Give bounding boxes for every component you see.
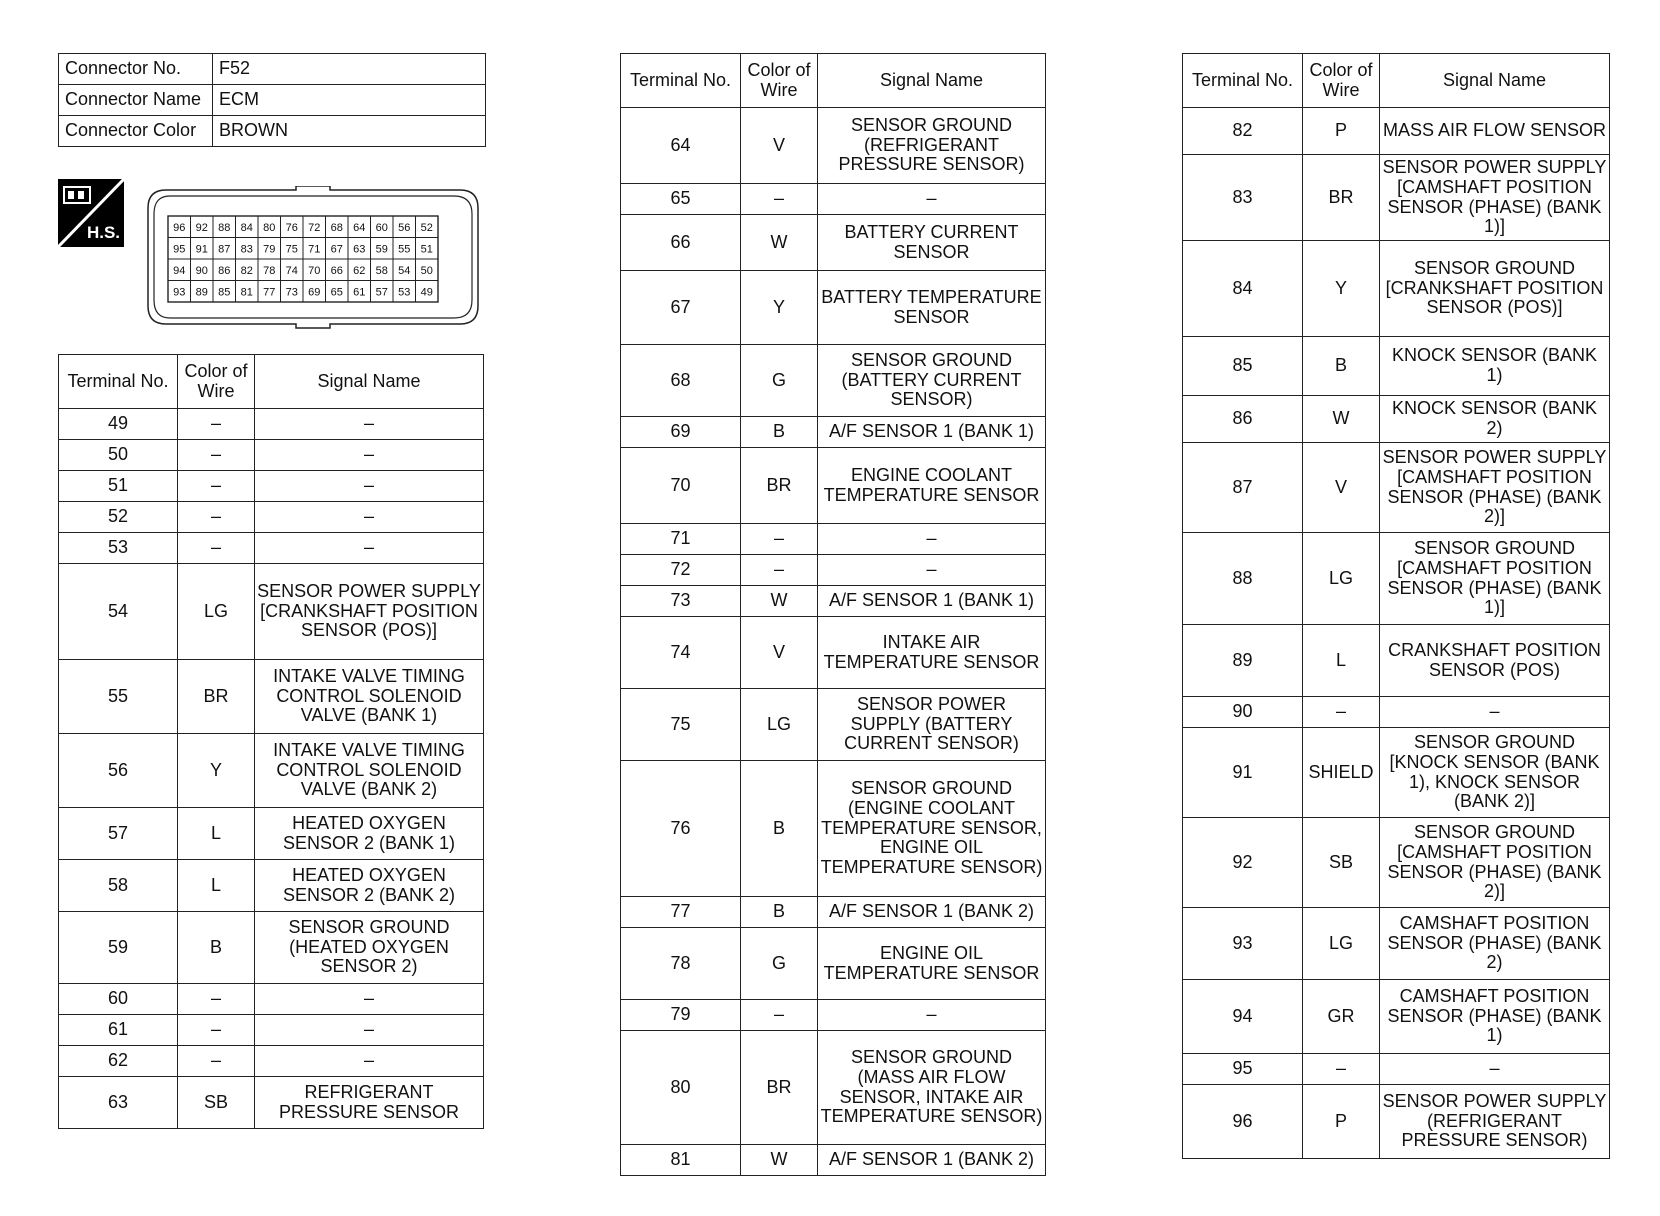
signal-name: KNOCK SENSOR (BANK 2) bbox=[1380, 396, 1610, 443]
terminal-no: 61 bbox=[59, 1015, 178, 1046]
pin-number: 49 bbox=[420, 286, 433, 299]
signal-name: CAMSHAFT POSITION SENSOR (PHASE) (BANK 2) bbox=[1380, 908, 1610, 980]
terminal-row bbox=[621, 689, 1046, 761]
pin-number: 96 bbox=[173, 221, 186, 234]
pin-number: 94 bbox=[173, 264, 186, 277]
wire-color: L bbox=[178, 808, 255, 860]
wire-color: SHIELD bbox=[1303, 728, 1380, 818]
wire-color: B bbox=[741, 897, 818, 928]
signal-name: BATTERY TEMPERATURE SENSOR bbox=[818, 271, 1046, 345]
terminal-table-2 bbox=[620, 53, 1046, 1176]
connector-info-label: Connector Color bbox=[59, 116, 213, 147]
terminal-row bbox=[1183, 908, 1610, 980]
connector-info-value: F52 bbox=[213, 54, 486, 85]
terminal-no: 76 bbox=[621, 761, 741, 897]
connector-info-row bbox=[59, 54, 486, 85]
signal-name: – bbox=[255, 440, 484, 471]
terminal-row bbox=[1183, 443, 1610, 533]
terminal-row bbox=[59, 440, 484, 471]
terminal-row bbox=[1183, 1085, 1610, 1159]
terminal-row bbox=[59, 808, 484, 860]
connector-info-row bbox=[59, 85, 486, 116]
pin-number: 75 bbox=[285, 243, 298, 256]
signal-name: MASS AIR FLOW SENSOR bbox=[1380, 108, 1610, 155]
terminal-row bbox=[1183, 155, 1610, 241]
wire-color: BR bbox=[1303, 155, 1380, 241]
wire-color: L bbox=[1303, 625, 1380, 697]
terminal-no: 93 bbox=[1183, 908, 1303, 980]
terminal-row bbox=[621, 215, 1046, 271]
terminal-row bbox=[1183, 625, 1610, 697]
terminal-no: 75 bbox=[621, 689, 741, 761]
connector-info-label: Connector No. bbox=[59, 54, 213, 85]
pin-number: 59 bbox=[375, 243, 388, 256]
signal-name: SENSOR GROUND (MASS AIR FLOW SENSOR, INTAKE AIR TEMPERATURE SENSOR) bbox=[818, 1031, 1046, 1145]
terminal-no: 57 bbox=[59, 808, 178, 860]
terminal-row bbox=[621, 1145, 1046, 1176]
signal-name: REFRIGERANT PRESSURE SENSOR bbox=[255, 1077, 484, 1129]
wire-color: LG bbox=[1303, 533, 1380, 625]
pin-number: 74 bbox=[285, 264, 298, 277]
terminal-row bbox=[59, 564, 484, 660]
pin-number: 53 bbox=[398, 286, 411, 299]
wire-color: P bbox=[1303, 108, 1380, 155]
signal-name: SENSOR GROUND [CAMSHAFT POSITION SENSOR (PHASE) (BANK 1)] bbox=[1380, 533, 1610, 625]
pin-number: 69 bbox=[308, 286, 321, 299]
terminal-no: 92 bbox=[1183, 818, 1303, 908]
signal-name: SENSOR POWER SUPPLY [CAMSHAFT POSITION SENSOR (PHASE) (BANK 1)] bbox=[1380, 155, 1610, 241]
terminal-row bbox=[621, 1031, 1046, 1145]
terminal-row bbox=[59, 533, 484, 564]
terminal-no: 63 bbox=[59, 1077, 178, 1129]
terminal-table-3 bbox=[1182, 53, 1610, 1159]
hs-label: H.S. bbox=[86, 223, 120, 242]
terminal-row bbox=[621, 1000, 1046, 1031]
pin-number: 88 bbox=[218, 221, 231, 234]
wire-color: P bbox=[1303, 1085, 1380, 1159]
connector-info-table bbox=[58, 53, 486, 147]
terminal-row bbox=[59, 660, 484, 734]
terminal-no: 52 bbox=[59, 502, 178, 533]
connector-info-row bbox=[59, 116, 486, 147]
terminal-row bbox=[621, 345, 1046, 417]
terminal-no: 50 bbox=[59, 440, 178, 471]
wire-color: B bbox=[741, 761, 818, 897]
wire-color-header: Color of Wire bbox=[1303, 54, 1380, 108]
wire-color: B bbox=[741, 417, 818, 448]
terminal-no: 80 bbox=[621, 1031, 741, 1145]
pin-number: 70 bbox=[308, 264, 321, 277]
wire-color: BR bbox=[741, 448, 818, 524]
terminal-no: 64 bbox=[621, 108, 741, 184]
terminal-row bbox=[621, 617, 1046, 689]
wire-color: – bbox=[178, 1046, 255, 1077]
terminal-row bbox=[621, 108, 1046, 184]
pin-number: 87 bbox=[218, 243, 231, 256]
terminal-no: 65 bbox=[621, 184, 741, 215]
terminal-no: 79 bbox=[621, 1000, 741, 1031]
pin-number: 81 bbox=[240, 286, 253, 299]
connector-inner-outline bbox=[154, 196, 472, 318]
signal-name: A/F SENSOR 1 (BANK 1) bbox=[818, 586, 1046, 617]
pin-number: 73 bbox=[285, 286, 298, 299]
pin-number: 61 bbox=[353, 286, 366, 299]
terminal-row bbox=[1183, 108, 1610, 155]
wire-color: – bbox=[178, 409, 255, 440]
terminal-row bbox=[59, 860, 484, 912]
wire-color: W bbox=[741, 1145, 818, 1176]
terminal-row bbox=[1183, 818, 1610, 908]
signal-name: A/F SENSOR 1 (BANK 2) bbox=[818, 1145, 1046, 1176]
terminal-no: 69 bbox=[621, 417, 741, 448]
terminal-no: 71 bbox=[621, 524, 741, 555]
pin-number: 55 bbox=[398, 243, 411, 256]
harness-side-icon bbox=[58, 179, 124, 247]
terminal-row bbox=[1183, 396, 1610, 443]
terminal-no: 84 bbox=[1183, 241, 1303, 337]
pin-number: 80 bbox=[263, 221, 276, 234]
wire-color: LG bbox=[178, 564, 255, 660]
signal-name: HEATED OXYGEN SENSOR 2 (BANK 1) bbox=[255, 808, 484, 860]
signal-name: – bbox=[1380, 697, 1610, 728]
terminal-row bbox=[59, 502, 484, 533]
wire-color: GR bbox=[1303, 980, 1380, 1054]
terminal-row bbox=[621, 448, 1046, 524]
wire-color: – bbox=[178, 471, 255, 502]
terminal-no-header: Terminal No. bbox=[59, 355, 178, 409]
signal-name: SENSOR GROUND (REFRIGERANT PRESSURE SENSOR) bbox=[818, 108, 1046, 184]
terminal-no: 91 bbox=[1183, 728, 1303, 818]
signal-name: – bbox=[255, 984, 484, 1015]
wire-color: V bbox=[1303, 443, 1380, 533]
wire-color: W bbox=[741, 586, 818, 617]
terminal-row bbox=[59, 409, 484, 440]
pin-number: 56 bbox=[398, 221, 411, 234]
signal-name: SENSOR GROUND (BATTERY CURRENT SENSOR) bbox=[818, 345, 1046, 417]
pin-number: 90 bbox=[195, 264, 208, 277]
wire-color: Y bbox=[741, 271, 818, 345]
signal-name: – bbox=[818, 184, 1046, 215]
wire-color: LG bbox=[741, 689, 818, 761]
signal-name: – bbox=[818, 1000, 1046, 1031]
terminal-no: 55 bbox=[59, 660, 178, 734]
terminal-no: 67 bbox=[621, 271, 741, 345]
wire-color: Y bbox=[1303, 241, 1380, 337]
terminal-row bbox=[621, 184, 1046, 215]
terminal-row bbox=[621, 271, 1046, 345]
terminal-no-header: Terminal No. bbox=[621, 54, 741, 108]
pin-number: 63 bbox=[353, 243, 366, 256]
terminal-no: 54 bbox=[59, 564, 178, 660]
terminal-no: 87 bbox=[1183, 443, 1303, 533]
signal-name: CRANKSHAFT POSITION SENSOR (POS) bbox=[1380, 625, 1610, 697]
connector-info-value: BROWN bbox=[213, 116, 486, 147]
signal-name: SENSOR GROUND [KNOCK SENSOR (BANK 1), KNOCK SENSOR (BANK 2)] bbox=[1380, 728, 1610, 818]
wire-color: – bbox=[741, 1000, 818, 1031]
wire-color: W bbox=[1303, 396, 1380, 443]
terminal-no: 53 bbox=[59, 533, 178, 564]
terminal-no: 94 bbox=[1183, 980, 1303, 1054]
terminal-row bbox=[621, 417, 1046, 448]
terminal-row bbox=[621, 555, 1046, 586]
wire-color: V bbox=[741, 617, 818, 689]
pin-number: 54 bbox=[398, 264, 411, 277]
wire-color-header: Color of Wire bbox=[741, 54, 818, 108]
terminal-no: 90 bbox=[1183, 697, 1303, 728]
signal-name: CAMSHAFT POSITION SENSOR (PHASE) (BANK 1) bbox=[1380, 980, 1610, 1054]
signal-name: – bbox=[255, 533, 484, 564]
signal-name: SENSOR GROUND (ENGINE COOLANT TEMPERATURE SENSOR, ENGINE OIL TEMPERATURE SENSOR) bbox=[818, 761, 1046, 897]
signal-name-header: Signal Name bbox=[255, 355, 484, 409]
terminal-no: 88 bbox=[1183, 533, 1303, 625]
terminal-no: 83 bbox=[1183, 155, 1303, 241]
signal-name: – bbox=[1380, 1054, 1610, 1085]
terminal-table-1 bbox=[58, 354, 484, 1129]
terminal-row bbox=[1183, 697, 1610, 728]
terminal-no: 73 bbox=[621, 586, 741, 617]
pin-number: 91 bbox=[195, 243, 208, 256]
terminal-no: 51 bbox=[59, 471, 178, 502]
terminal-no: 72 bbox=[621, 555, 741, 586]
wire-color: B bbox=[178, 912, 255, 984]
wire-color: – bbox=[1303, 1054, 1380, 1085]
wire-color: – bbox=[178, 502, 255, 533]
signal-name: SENSOR POWER SUPPLY [CRANKSHAFT POSITION SENSOR (POS)] bbox=[255, 564, 484, 660]
wire-color: BR bbox=[178, 660, 255, 734]
terminal-no: 62 bbox=[59, 1046, 178, 1077]
signal-name: ENGINE COOLANT TEMPERATURE SENSOR bbox=[818, 448, 1046, 524]
pin-number: 77 bbox=[263, 286, 276, 299]
terminal-row bbox=[1183, 980, 1610, 1054]
wire-color: – bbox=[741, 555, 818, 586]
terminal-no: 95 bbox=[1183, 1054, 1303, 1085]
signal-name-header: Signal Name bbox=[818, 54, 1046, 108]
signal-name: – bbox=[255, 1015, 484, 1046]
pin-grid bbox=[168, 216, 438, 302]
terminal-row bbox=[59, 734, 484, 808]
signal-name: – bbox=[818, 555, 1046, 586]
pin-number: 76 bbox=[285, 221, 298, 234]
wire-color: SB bbox=[1303, 818, 1380, 908]
signal-name: HEATED OXYGEN SENSOR 2 (BANK 2) bbox=[255, 860, 484, 912]
signal-name: – bbox=[255, 471, 484, 502]
terminal-row bbox=[1183, 728, 1610, 818]
wire-color: – bbox=[178, 1015, 255, 1046]
terminal-no: 59 bbox=[59, 912, 178, 984]
pin-number: 78 bbox=[263, 264, 276, 277]
signal-name: KNOCK SENSOR (BANK 1) bbox=[1380, 337, 1610, 396]
wire-color: Y bbox=[178, 734, 255, 808]
terminal-row bbox=[621, 897, 1046, 928]
terminal-no: 49 bbox=[59, 409, 178, 440]
terminal-no-header: Terminal No. bbox=[1183, 54, 1303, 108]
terminal-no: 68 bbox=[621, 345, 741, 417]
terminal-no: 70 bbox=[621, 448, 741, 524]
connector-outline bbox=[148, 186, 478, 328]
pin-number: 65 bbox=[330, 286, 343, 299]
signal-name: – bbox=[255, 409, 484, 440]
wire-color: BR bbox=[741, 1031, 818, 1145]
terminal-no: 96 bbox=[1183, 1085, 1303, 1159]
terminal-no: 60 bbox=[59, 984, 178, 1015]
pin-number: 89 bbox=[195, 286, 208, 299]
wire-color: L bbox=[178, 860, 255, 912]
signal-name: SENSOR POWER SUPPLY (BATTERY CURRENT SENSOR) bbox=[818, 689, 1046, 761]
terminal-no: 56 bbox=[59, 734, 178, 808]
wire-color: – bbox=[741, 184, 818, 215]
wire-color: – bbox=[178, 533, 255, 564]
terminal-row bbox=[59, 1046, 484, 1077]
wire-color: – bbox=[1303, 697, 1380, 728]
wire-color: SB bbox=[178, 1077, 255, 1129]
terminal-row bbox=[59, 984, 484, 1015]
wire-color: W bbox=[741, 215, 818, 271]
pin-number: 51 bbox=[420, 243, 433, 256]
pin-number: 57 bbox=[375, 286, 388, 299]
pin-number: 66 bbox=[330, 264, 343, 277]
pin-number: 72 bbox=[308, 221, 321, 234]
terminal-no: 58 bbox=[59, 860, 178, 912]
wire-color: LG bbox=[1303, 908, 1380, 980]
pin-number: 64 bbox=[353, 221, 366, 234]
pin-number: 95 bbox=[173, 243, 186, 256]
terminal-no: 77 bbox=[621, 897, 741, 928]
terminal-row bbox=[59, 471, 484, 502]
terminal-row bbox=[59, 1077, 484, 1129]
signal-name: A/F SENSOR 1 (BANK 2) bbox=[818, 897, 1046, 928]
signal-name: INTAKE VALVE TIMING CONTROL SOLENOID VALVE (BANK 2) bbox=[255, 734, 484, 808]
pin-number: 71 bbox=[308, 243, 321, 256]
terminal-row bbox=[1183, 1054, 1610, 1085]
pin-number: 82 bbox=[240, 264, 253, 277]
connector-pin-diagram bbox=[144, 186, 482, 330]
terminal-no: 89 bbox=[1183, 625, 1303, 697]
wire-color: V bbox=[741, 108, 818, 184]
signal-name: INTAKE VALVE TIMING CONTROL SOLENOID VALVE (BANK 1) bbox=[255, 660, 484, 734]
pin-number: 92 bbox=[195, 221, 208, 234]
pin-number: 62 bbox=[353, 264, 366, 277]
terminal-no: 74 bbox=[621, 617, 741, 689]
terminal-no: 86 bbox=[1183, 396, 1303, 443]
signal-name: – bbox=[255, 1046, 484, 1077]
wire-color: – bbox=[741, 524, 818, 555]
signal-name: – bbox=[255, 502, 484, 533]
wire-color: G bbox=[741, 345, 818, 417]
pin-number: 93 bbox=[173, 286, 186, 299]
signal-name-header: Signal Name bbox=[1380, 54, 1610, 108]
signal-name: BATTERY CURRENT SENSOR bbox=[818, 215, 1046, 271]
signal-name: SENSOR POWER SUPPLY (REFRIGERANT PRESSURE SENSOR) bbox=[1380, 1085, 1610, 1159]
terminal-row bbox=[1183, 241, 1610, 337]
pin-number: 85 bbox=[218, 286, 231, 299]
signal-name: SENSOR GROUND (HEATED OXYGEN SENSOR 2) bbox=[255, 912, 484, 984]
pin-number: 83 bbox=[240, 243, 253, 256]
terminal-no: 82 bbox=[1183, 108, 1303, 155]
connector-info-label: Connector Name bbox=[59, 85, 213, 116]
terminal-row bbox=[621, 586, 1046, 617]
pin-number: 86 bbox=[218, 264, 231, 277]
signal-name: ENGINE OIL TEMPERATURE SENSOR bbox=[818, 928, 1046, 1000]
wire-color: – bbox=[178, 984, 255, 1015]
terminal-row bbox=[59, 1015, 484, 1046]
pin-number: 50 bbox=[420, 264, 433, 277]
terminal-row bbox=[621, 928, 1046, 1000]
terminal-row bbox=[1183, 533, 1610, 625]
connector-info-value: ECM bbox=[213, 85, 486, 116]
pin-number: 60 bbox=[375, 221, 388, 234]
pin-number: 58 bbox=[375, 264, 388, 277]
terminal-row bbox=[59, 912, 484, 984]
terminal-row bbox=[1183, 337, 1610, 396]
signal-name: A/F SENSOR 1 (BANK 1) bbox=[818, 417, 1046, 448]
signal-name: SENSOR POWER SUPPLY [CAMSHAFT POSITION SENSOR (PHASE) (BANK 2)] bbox=[1380, 443, 1610, 533]
terminal-no: 78 bbox=[621, 928, 741, 1000]
pin-number: 84 bbox=[240, 221, 253, 234]
pin-number: 68 bbox=[330, 221, 343, 234]
terminal-no: 81 bbox=[621, 1145, 741, 1176]
signal-name: SENSOR GROUND [CAMSHAFT POSITION SENSOR (PHASE) (BANK 2)] bbox=[1380, 818, 1610, 908]
pin-number: 79 bbox=[263, 243, 276, 256]
signal-name: – bbox=[818, 524, 1046, 555]
terminal-no: 85 bbox=[1183, 337, 1303, 396]
pin-number: 52 bbox=[420, 221, 433, 234]
terminal-row bbox=[621, 761, 1046, 897]
signal-name: INTAKE AIR TEMPERATURE SENSOR bbox=[818, 617, 1046, 689]
signal-name: SENSOR GROUND [CRANKSHAFT POSITION SENSOR (POS)] bbox=[1380, 241, 1610, 337]
wire-color: G bbox=[741, 928, 818, 1000]
terminal-row bbox=[621, 524, 1046, 555]
terminal-no: 66 bbox=[621, 215, 741, 271]
wire-color: B bbox=[1303, 337, 1380, 396]
pin-number: 67 bbox=[330, 243, 343, 256]
wire-color-header: Color of Wire bbox=[178, 355, 255, 409]
wire-color: – bbox=[178, 440, 255, 471]
